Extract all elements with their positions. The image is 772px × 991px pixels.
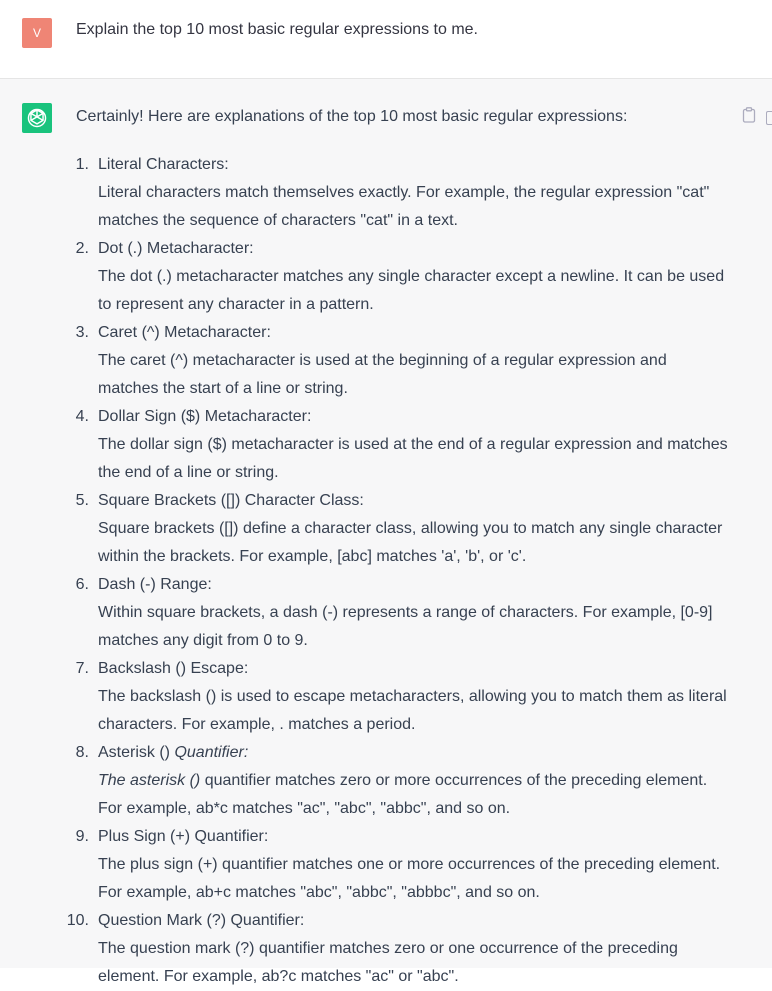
list-item-title: Question Mark (?) Quantifier: [98, 912, 305, 929]
list-number: 10. [66, 912, 89, 929]
clipboard-icon[interactable] [741, 107, 757, 123]
list-item-description: The dot (.) metacharacter matches any single character except a newline. It can be used to represent any character in a pattern. [98, 268, 725, 313]
list-item-description: The question mark (?) quantifier matches zero or one occurrence of the preceding element. For example, ab?c matches "ac" or "abc". [98, 940, 678, 985]
list-item-title: Dollar Sign ($) Metacharacter: [98, 408, 312, 425]
list-item-title-plain: Asterisk () [98, 744, 175, 761]
regex-list [62, 151, 732, 991]
list-item-title-italic: Quantifier: [174, 744, 249, 761]
list-item [62, 319, 732, 403]
assistant-intro-text: Certainly! Here are explanations of the top 10 most basic regular expressions: [76, 108, 628, 125]
assistant-message-row [0, 79, 772, 985]
list-item-description [98, 767, 730, 823]
user-message-text: Explain the top 10 most basic regular expressions to me. [76, 21, 478, 38]
list-number: 7. [75, 660, 89, 677]
list-item-title [98, 739, 732, 767]
list-item [62, 151, 732, 235]
list-item [62, 739, 732, 823]
list-number: 1. [75, 156, 89, 173]
openai-logo-icon [22, 103, 52, 133]
list-item-desc-italic: The asterisk () [98, 772, 201, 789]
list-item-desc-plain: quantifier matches zero or more occurrences of the preceding element. For example, ab*c matches "ac", "abc", "abbc", and so on. [98, 772, 708, 817]
list-item [62, 823, 732, 907]
list-item-description: Literal characters match themselves exactly. For example, the regular expression "cat" matches the sequence of characters "cat" in a text. [98, 184, 710, 229]
list-item-title: Literal Characters: [98, 156, 229, 173]
list-number: 9. [75, 828, 89, 845]
list-item-title: Square Brackets ([]) Character Class: [98, 492, 364, 509]
list-item-title: Caret (^) Metacharacter: [98, 324, 271, 341]
list-item-title: Dash (-) Range: [98, 576, 212, 593]
list-item [62, 403, 732, 487]
user-avatar [22, 18, 52, 48]
list-item [62, 655, 732, 739]
list-number: 6. [75, 576, 89, 593]
list-item-title: Backslash () Escape: [98, 660, 249, 677]
list-item-description: The dollar sign ($) metacharacter is used at the end of a regular expression and matches the end of a line or string. [98, 436, 728, 481]
list-item [62, 907, 732, 991]
list-number: 4. [75, 408, 89, 425]
list-item-title: Plus Sign (+) Quantifier: [98, 828, 269, 845]
list-number: 3. [75, 324, 89, 341]
list-item-description: Square brackets ([]) define a character class, allowing you to match any single character within the brackets. For example, [abc] matches 'a', 'b', or 'c'. [98, 520, 723, 565]
list-number: 8. [75, 744, 89, 761]
list-item-description: Within square brackets, a dash (-) represents a range of characters. For example, [0-9] matches any digit from 0 to 9. [98, 604, 713, 649]
list-item-description: The backslash () is used to escape metacharacters, allowing you to match them as literal characters. For example, . matches a period. [98, 688, 727, 733]
list-item-title: Dot (.) Metacharacter: [98, 240, 254, 257]
thumbs-icon[interactable] [766, 111, 772, 125]
list-number: 5. [75, 492, 89, 509]
user-message-row [0, 0, 772, 79]
list-item [62, 571, 732, 655]
list-number: 2. [75, 240, 89, 257]
user-avatar-letter: V [32, 26, 41, 40]
list-item-description: The caret (^) metacharacter is used at the beginning of a regular expression and matches the start of a line or string. [98, 352, 667, 397]
list-item-description: The plus sign (+) quantifier matches one or more occurrences of the preceding element. For example, ab+c matches "abc", "abbc", "abbbc", and so on. [98, 856, 721, 901]
list-item [62, 487, 732, 571]
list-item [62, 235, 732, 319]
